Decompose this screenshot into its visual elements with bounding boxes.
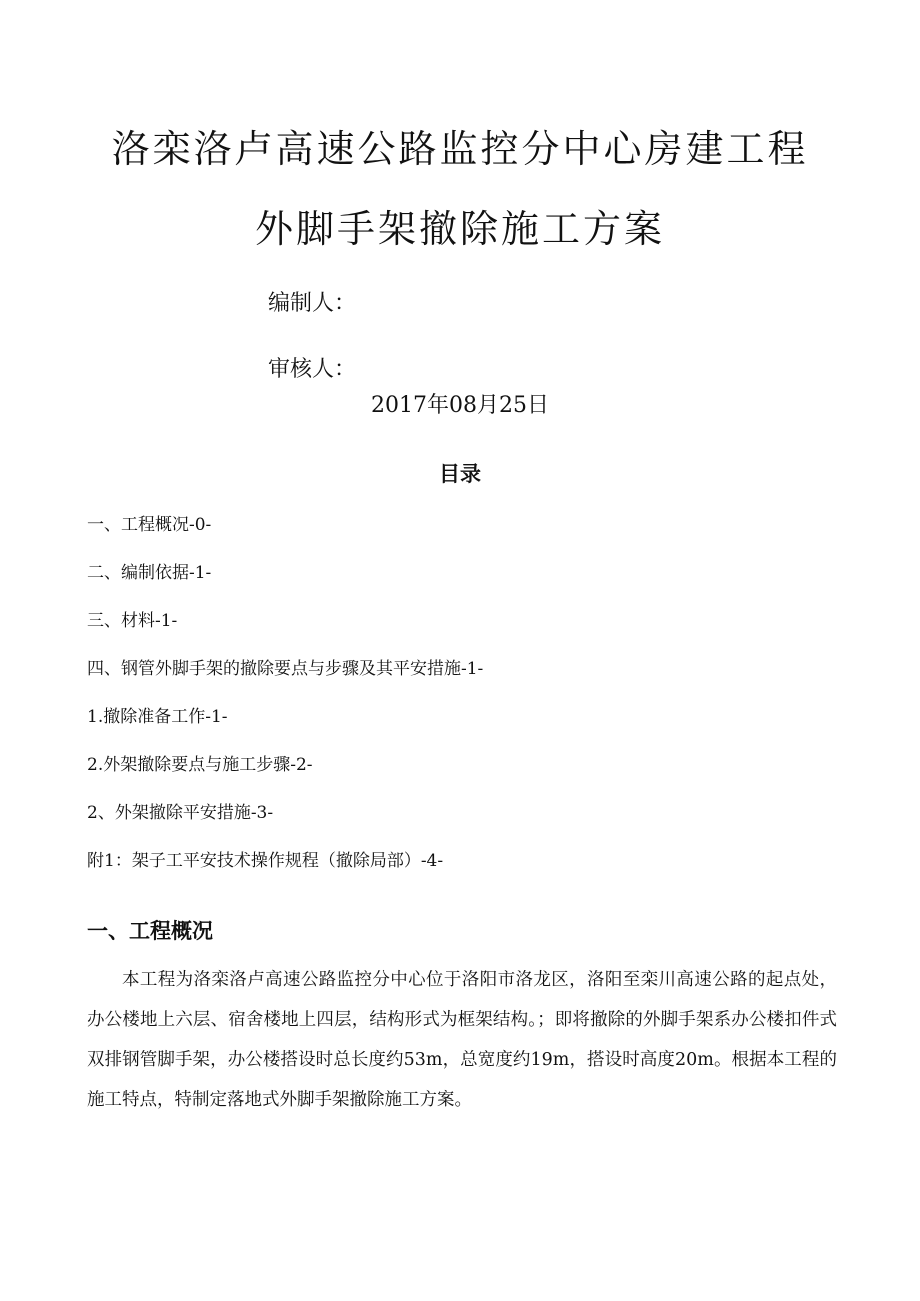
section-body-paragraph: 本工程为洛栾洛卢高速公路监控分中心位于洛阳市洛龙区，洛阳至栾川高速公路的起点处，办公楼地上六层、宿舍楼地上四层，结构形式为框架结构。；即将撤除的外脚手架系办公楼扣件式双排钢管脚手架，办公楼搭设时总长度约53m，总宽度约19m，搭设时高度20m。根据本工程的施工特点，特制定落地式外脚手架撤除施工方案。 [87,970,837,1110]
toc-item: 附1：架子工平安技术操作规程（撤除局部）-4- [87,851,444,871]
toc-heading: 目录 [439,462,481,486]
toc-item: 2.外架撤除要点与施工步骤-2- [87,755,313,775]
document-title-line1: 洛栾洛卢高速公路监控分中心房建工程 [111,127,809,171]
toc-item: 三、材料-1- [87,611,178,631]
document-title-line2: 外脚手架撤除施工方案 [254,207,665,251]
toc-item: 2、外架撤除平安措施-3- [87,803,274,823]
toc-item: 1.撤除准备工作-1- [87,707,228,727]
toc-item: 四、钢管外脚手架的撤除要点与步骤及其平安措施-1- [87,659,484,679]
section-heading: 一、工程概况 [87,919,213,943]
reviewer-label: 审核人： [268,357,357,382]
editor-label: 编制人： [268,291,357,316]
toc-item: 二、编制依据-1- [87,563,212,583]
toc-item: 一、工程概况-0- [87,515,212,535]
document-date: 2017年08月25日 [371,393,549,418]
